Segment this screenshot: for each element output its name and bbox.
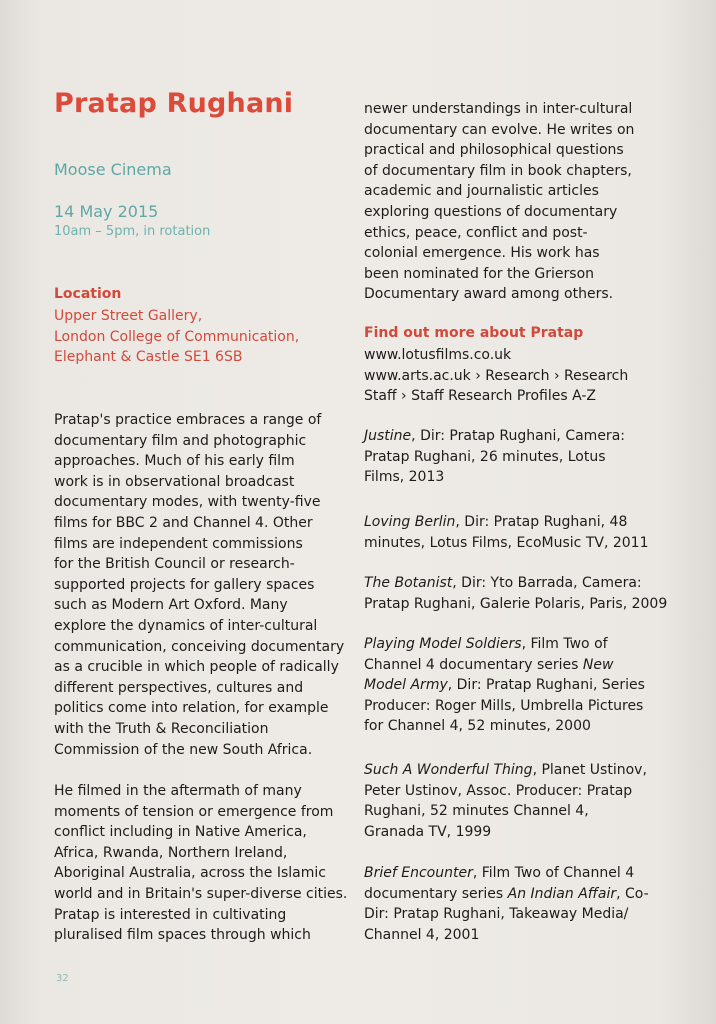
text-line: newer understandings in inter-cultural [364, 101, 633, 117]
address-line: Elephant & Castle SE1 6SB [54, 349, 243, 366]
text-line: supported projects for gallery spaces [54, 576, 315, 593]
credit-text: , Co- [616, 885, 649, 902]
credit-text: , Film Two of Channel 4 [472, 865, 635, 881]
text-line: for the British Council or research- [54, 556, 295, 573]
credit-text: Granada TV, 1999 [364, 823, 492, 840]
event-time: 10am – 5pm, in rotation [54, 224, 211, 239]
film-title: Loving Berlin [364, 514, 456, 530]
series-title: An Indian Affair [507, 885, 617, 902]
text-line: academic and journalistic articles [364, 183, 599, 200]
film-credit [364, 573, 667, 614]
text-line: such as Modern Art Oxford. Many [54, 597, 288, 614]
text-line: documentary modes, with twenty-five [54, 494, 321, 511]
text-line: Aboriginal Australia, across the Islamic [54, 865, 326, 882]
credit-text: , Dir: Pratap Rughani, Series [447, 677, 645, 694]
credit-text: Dir: Pratap Rughani, Takeaway Media/ [364, 906, 629, 923]
film-title: Brief Encounter [364, 865, 473, 881]
credit-text: minutes, Lotus Films, EcoMusic TV, 2011 [364, 534, 649, 551]
text-line: communication, conceiving documentary [54, 638, 345, 655]
text-line: films are independent commissions [54, 535, 303, 552]
credit-text: Pratap Rughani, 26 minutes, Lotus [364, 448, 606, 465]
text-line: been nominated for the Grierson [364, 265, 595, 282]
address-line: Upper Street Gallery, [54, 308, 203, 324]
page-number: 32 [56, 973, 69, 984]
credit-text: Channel 4 documentary series [364, 656, 583, 673]
page-title: Pratap Rughani [54, 88, 294, 119]
text-line: Commission of the new South Africa. [54, 741, 313, 758]
film-credit [364, 426, 625, 488]
venue-name: Moose Cinema [54, 160, 172, 179]
text-line: moments of tension or emergence from [54, 803, 334, 820]
website-link-continued[interactable]: Staff › Staff Research Profiles A-Z [364, 388, 597, 405]
address-line: London College of Communication, [54, 328, 300, 345]
credit-text: Producer: Roger Mills, Umbrella Pictures [364, 697, 644, 714]
text-line: of documentary film in book chapters, [364, 162, 632, 179]
text-line: as a crucible in which people of radically [54, 659, 339, 676]
find-out-more-heading: Find out more about Pratap [364, 325, 584, 341]
credit-text: Peter Ustinov, Assoc. Producer: Pratap [364, 782, 633, 799]
credit-text: for Channel 4, 52 minutes, 2000 [364, 718, 591, 735]
credit-text: , Planet Ustinov, [532, 762, 647, 778]
text-line: exploring questions of documentary [364, 203, 618, 220]
film-credit [364, 760, 647, 842]
text-line: Pratap's practice embraces a range of [54, 412, 322, 428]
credit-text: Films, 2013 [364, 469, 445, 486]
credit-text: Pratap Rughani, Galerie Polaris, Paris, 2009 [364, 595, 668, 612]
credit-text: , Dir: Pratap Rughani, Camera: [411, 428, 625, 444]
website-link[interactable]: www.arts.ac.uk › Research › Research [364, 367, 629, 384]
text-line: Pratap is interested in cultivating [54, 906, 287, 923]
text-line: He filmed in the aftermath of many [54, 783, 302, 799]
text-line: different perspectives, cultures and [54, 679, 304, 696]
text-line: politics come into relation, for example [54, 700, 329, 717]
bio-paragraph-3 [364, 99, 634, 305]
text-line: with the Truth & Reconciliation [54, 720, 269, 737]
text-line: documentary film and photographic [54, 432, 307, 449]
text-line: conflict including in Native America, [54, 824, 307, 841]
bleed-through-text [300, 104, 304, 119]
bio-paragraph-2 [54, 781, 347, 946]
film-title: Playing Model Soldiers [364, 636, 522, 652]
text-line: explore the dynamics of inter-cultural [54, 617, 318, 634]
location-heading: Location [54, 286, 122, 302]
text-line: work is in observational broadcast [54, 473, 295, 490]
event-date: 14 May 2015 [54, 202, 159, 221]
location-address [54, 306, 299, 368]
credit-text: , Film Two of [521, 636, 608, 652]
text-line: practical and philosophical questions [364, 142, 624, 159]
text-line: Africa, Rwanda, Northern Ireland, [54, 844, 288, 861]
film-title: Such A Wonderful Thing [364, 762, 533, 778]
credit-text: Channel 4, 2001 [364, 926, 480, 943]
film-credit [364, 512, 649, 553]
text-line: Documentary award among others. [364, 286, 614, 303]
film-title: Justine [364, 428, 412, 444]
text-line: colonial emergence. His work has [364, 245, 600, 262]
series-title: New [582, 656, 614, 673]
text-line: films for BBC 2 and Channel 4. Other [54, 514, 313, 531]
film-credit [364, 863, 649, 945]
film-title: The Botanist [364, 575, 453, 591]
text-line: documentary can evolve. He writes on [364, 121, 635, 138]
series-title: Model Army [364, 677, 448, 694]
film-credit [364, 634, 645, 737]
find-out-more-links [364, 345, 628, 407]
text-line: world and in Britain's super-diverse cities. [54, 885, 348, 902]
text-line: pluralised film spaces through which [54, 927, 311, 944]
credit-text: , Dir: Pratap Rughani, 48 [455, 514, 628, 530]
website-link[interactable]: www.lotusfilms.co.uk [364, 347, 512, 363]
bio-paragraph-1 [54, 410, 344, 760]
text-line: approaches. Much of his early film [54, 453, 295, 470]
credit-text: Rughani, 52 minutes Channel 4, [364, 803, 589, 820]
text-line: ethics, peace, conflict and post- [364, 224, 588, 241]
credit-text: documentary series [364, 885, 508, 902]
credit-text: , Dir: Yto Barrada, Camera: [452, 575, 642, 591]
